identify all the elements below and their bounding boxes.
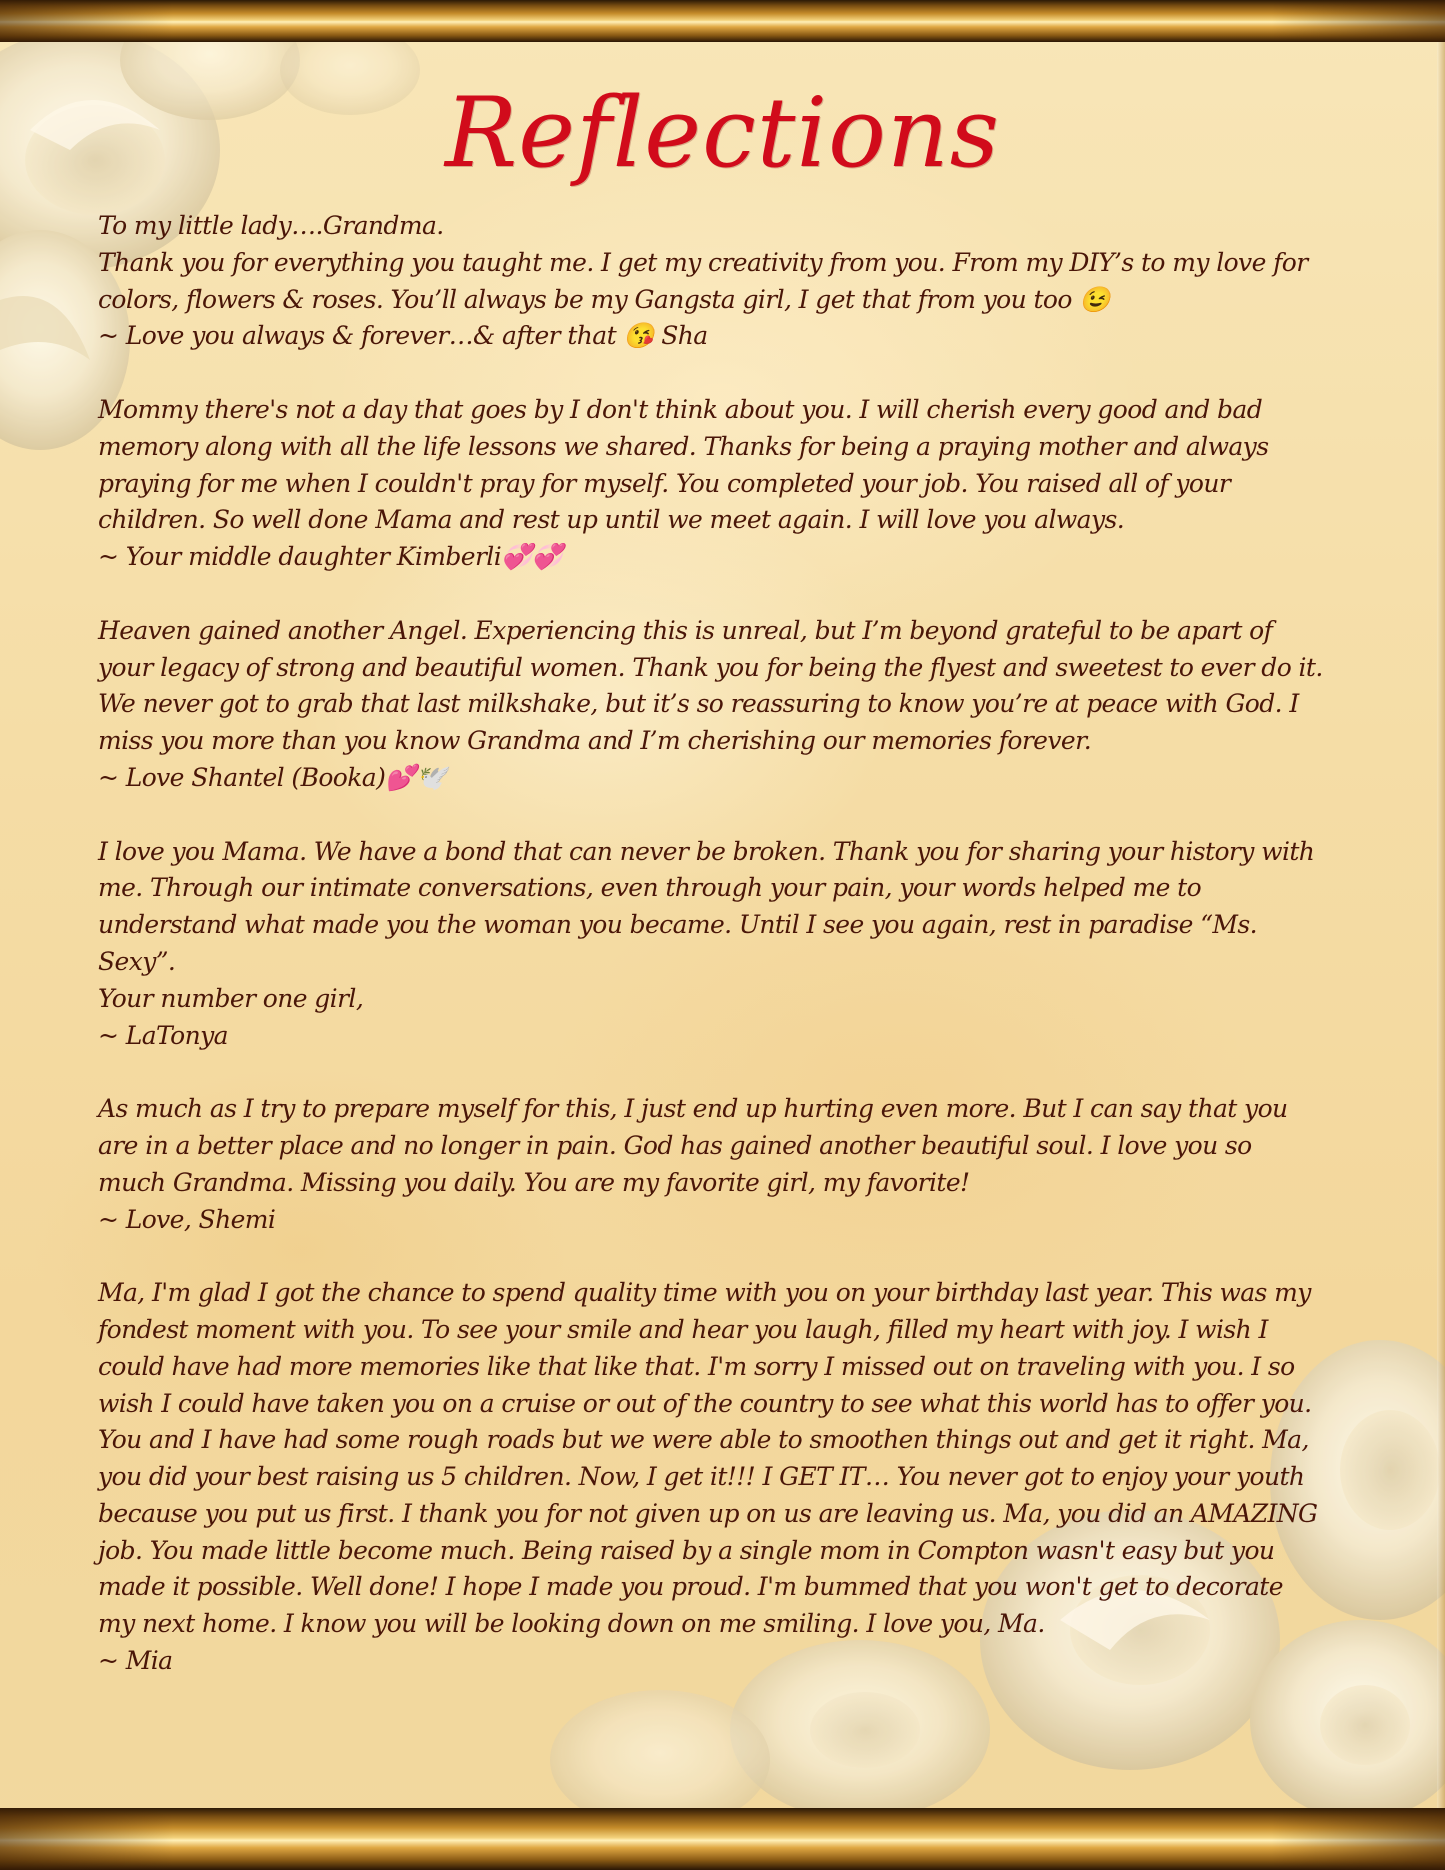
reflection-sha (98, 208, 1323, 355)
reflection-signature: ~ Your middle daughter Kimberli💞💞 (98, 542, 563, 572)
reflection-latonya (98, 834, 1323, 1055)
reflection-mia (98, 1275, 1323, 1680)
page-title: Reflections (444, 77, 1001, 189)
reflection-signature: ~ Love, Shemi (98, 1204, 276, 1234)
reflection-shantel (98, 613, 1323, 797)
reflection-signature: ~ Love Shantel (Booka)💕🕊️ (98, 762, 447, 792)
gold-frame-top (0, 0, 1445, 42)
gold-frame-bottom (0, 1808, 1445, 1870)
reflections-list (98, 208, 1323, 1717)
reflection-text: I love you Mama. We have a bond that can never be broken. Thank you for sharing your history with me. Through our intimate conversations, even through your pain, your words helped me to understand what made you the woman you became. Until I see you again, rest in paradise “Ms. Sexy”. (98, 836, 1315, 976)
reflection-kimberli (98, 392, 1323, 576)
reflection-text: Your number one girl, (98, 983, 364, 1013)
reflection-text: Thank you for everything you taught me. I get my creativity from you. From my DIY’s to my love for colors, flowers & roses. You’ll always be my Gangsta girl, I get that from you too 😉 (98, 247, 1308, 314)
reflection-text: Heaven gained another Angel. Experiencing this is unreal, but I’m beyond grateful to be apart of your legacy of strong and beautiful women. Thank you for being the flyest and sweetest to ever do it. We never got to grab that last milkshake, but it’s so reassuring to know you’re at peace with God. I miss you more than you know Grandma and I’m cherishing our memories forever. (98, 615, 1323, 756)
reflection-shemi (98, 1091, 1323, 1238)
frame-right-edge (1437, 42, 1445, 1808)
reflection-text: Ma, I'm glad I got the chance to spend quality time with you on your birthday last year. This was my fondest moment with you. To see your smile and hear you laugh, filled my heart with joy. I wish I could have had more memories like that like that. I'm sorry I missed out on traveling with you. I so wish I could have taken you on a cruise or out of the country to see what this world has to offer you. You and I have had some rough roads but we were able to smoothen things out and get it right. Ma, you did your best raising us 5 children. Now, I get it!!! I GET IT… You never got to enjoy your youth because you put us first. I thank you for not given up on us are leaving us. Ma, you did an AMAZING job. You made little become much. Being raised by a single mom in Compton wasn't easy but you made it possible. Well done! I hope I made you proud. I'm bummed that you won't get to decorate my next home. I know you will be looking down on me smiling. I love you, Ma. (98, 1278, 1318, 1639)
reflection-signature: ~ LaTonya (98, 1020, 228, 1050)
reflection-text: As much as I try to prepare myself for this, I just end up hurting even more. But I can say that you are in a better place and no longer in pain. God has gained another beautiful soul. I love you so much Grandma. Missing you daily. You are my favorite girl, my favorite! (98, 1094, 1288, 1197)
reflection-text: To my little lady….Grandma. (98, 211, 444, 240)
reflection-signature: ~ Love you always & forever…& after that 😘 Sha (98, 321, 708, 351)
reflection-signature: ~ Mia (98, 1646, 173, 1676)
reflection-text: Mommy there's not a day that goes by I don't think about you. I will cherish every good and bad memory along with all the life lessons we shared. Thanks for being a praying mother and always praying for me when I couldn't pray for myself. You completed your job. You raised all of your children. So well done Mama and rest up until we meet again. I will love you always. (98, 394, 1269, 535)
